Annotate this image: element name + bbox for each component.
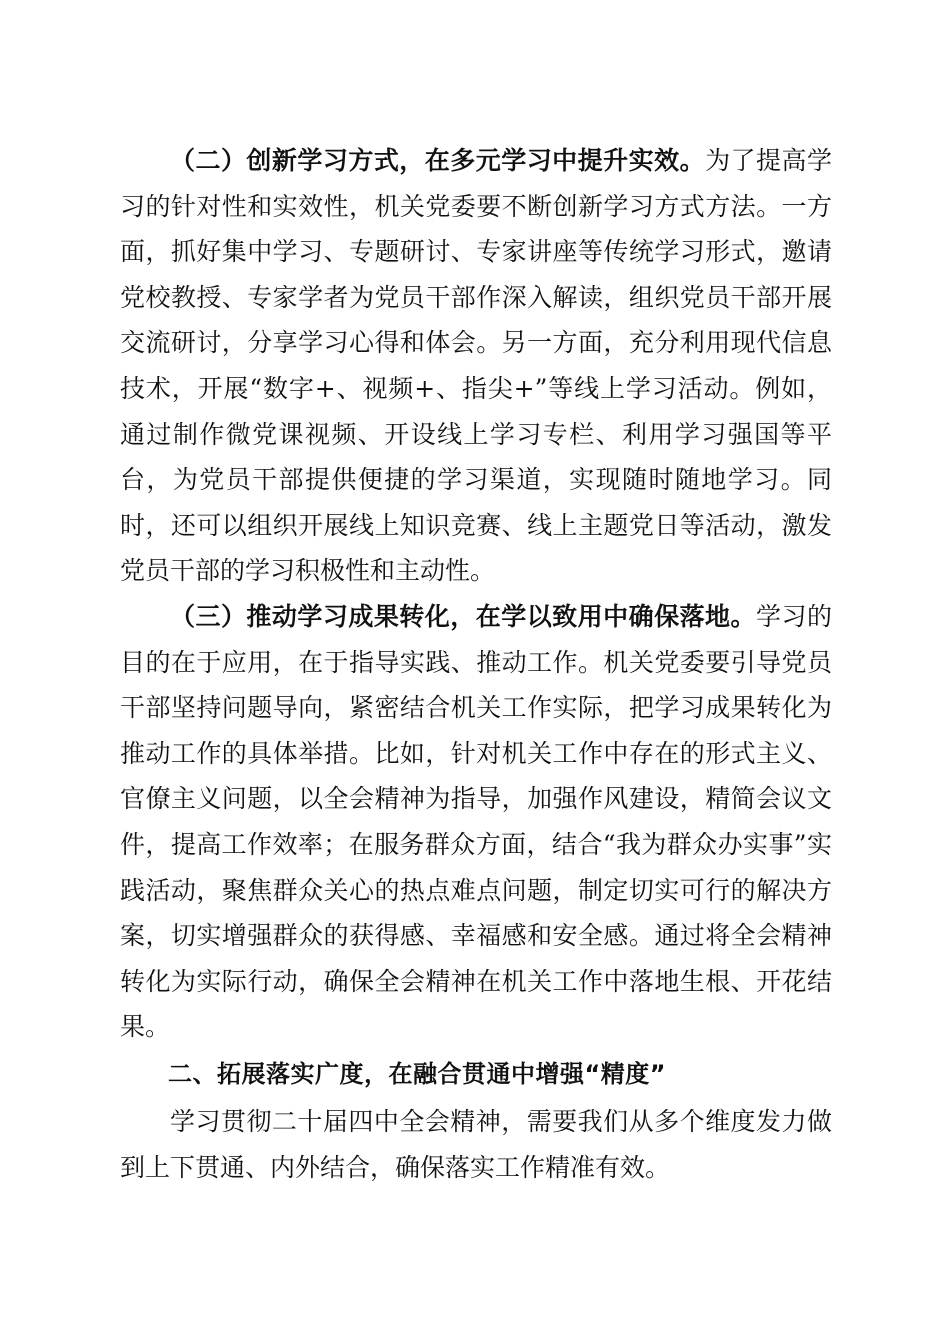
paragraph-section-3: [120, 594, 832, 1050]
part-2-intro: 学习贯彻二十届四中全会精神，需要我们从多个维度发力做到上下贯通、内外结合，确保落实工作精准有效。: [120, 1107, 832, 1183]
section-2-body: 为了提高学习的针对性和实效性，机关党委要不断创新学习方式方法。一方面，抓好集中学习、专题研讨、专家讲座等传统学习形式，邀请党校教授、专家学者为党员干部作深入解读，组织党员干部开展交流研讨，分享学习心得和体会。另一方面，充分利用现代信息技术，开展“数字+、视频+、指尖+”等线上学习活动。例如，通过制作微党课视频、开设线上学习专栏、利用学习强国等平台，为党员干部提供便捷的学习渠道，实现随时随地学习。同时，还可以组织开展线上知识竞赛、线上主题党日等活动，激发党员干部的学习积极性和主动性。: [120, 146, 832, 586]
paragraph-section-2: [120, 138, 832, 594]
part-2-heading: 二、拓展落实广度，在融合贯通中增强“精度”: [168, 1059, 667, 1088]
section-3-lead: （三）推动学习成果转化，在学以致用中确保落地。: [170, 601, 757, 631]
document-body: [120, 138, 832, 1191]
section-3-body: 学习的目的在于应用，在于指导实践、推动工作。机关党委要引导党员干部坚持问题导向，紧密结合机关工作实际，把学习成果转化为推动工作的具体举措。比如，针对机关工作中存在的形式主义、官僚主义问题，以全会精神为指导，加强作风建设，精简会议文件，提高工作效率；在服务群众方面，结合“我为群众办实事”实践活动，聚焦群众关心的热点难点问题，制定切实可行的解决方案，切实增强群众的获得感、幸福感和安全感。通过将全会精神转化为实际行动，确保全会精神在机关工作中落地生根、开花结果。: [120, 601, 832, 1042]
section-2-lead: （二）创新学习方式，在多元学习中提升实效。: [170, 146, 706, 175]
